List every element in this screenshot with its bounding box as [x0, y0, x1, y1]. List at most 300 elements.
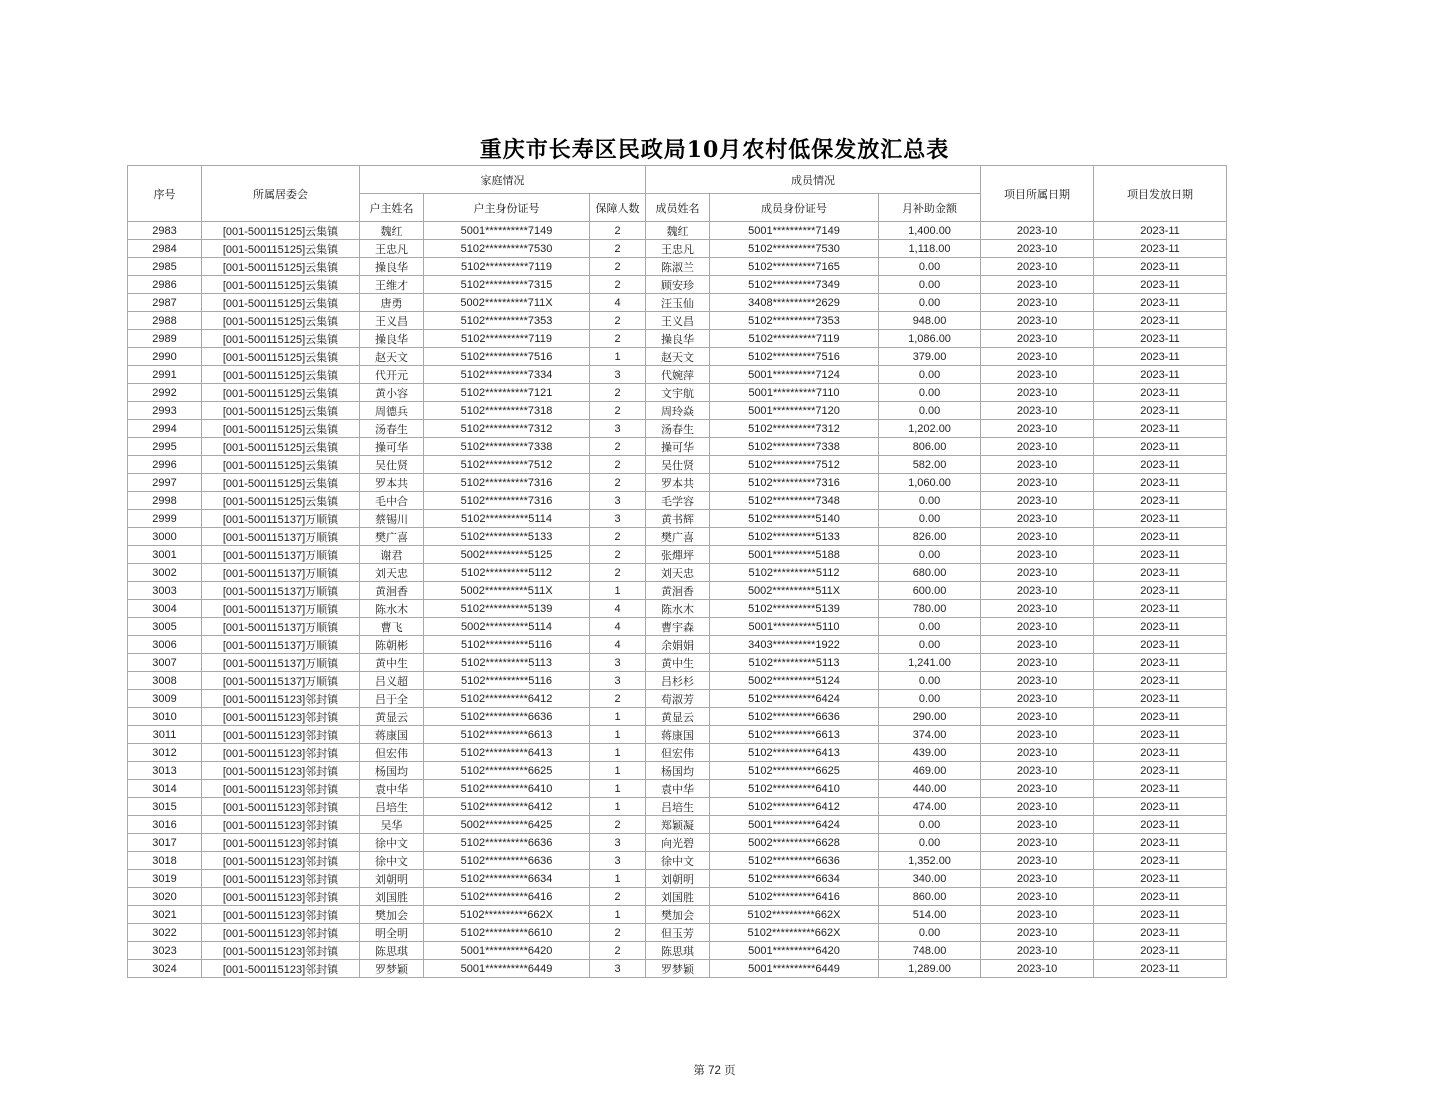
head-id-cell: 5102**********6613: [424, 726, 590, 744]
head-name-cell: 樊广喜: [360, 528, 424, 546]
member-name-cell: 黄中生: [646, 654, 710, 672]
member-name-cell: 刘国胜: [646, 888, 710, 906]
member-name-cell: 吕杉杉: [646, 672, 710, 690]
subsidy-amount-cell: 469.00: [879, 762, 981, 780]
serial-cell: 3019: [128, 870, 202, 888]
insured-count-cell: 1: [590, 582, 646, 600]
table-row: [128, 402, 1227, 420]
member-name-cell: 曹宇森: [646, 618, 710, 636]
insured-count-cell: 3: [590, 366, 646, 384]
head-id-cell: 5001**********7149: [424, 222, 590, 240]
serial-cell: 3014: [128, 780, 202, 798]
head-name-cell: 刘朝明: [360, 870, 424, 888]
serial-cell: 3024: [128, 960, 202, 978]
head-id-cell: 5102**********7530: [424, 240, 590, 258]
member-name-cell: 罗本共: [646, 474, 710, 492]
member-name-cell: 徐中文: [646, 852, 710, 870]
member-id-cell: 5102**********5139: [710, 600, 879, 618]
subsidy-amount-cell: 439.00: [879, 744, 981, 762]
subsidy-amount-cell: 0.00: [879, 834, 981, 852]
member-name-cell: 文宇航: [646, 384, 710, 402]
head-id-cell: 5102**********7338: [424, 438, 590, 456]
subsidy-amount-cell: 1,289.00: [879, 960, 981, 978]
subsidy-amount-cell: 0.00: [879, 510, 981, 528]
committee-cell: [001-500115125]云集镇: [202, 420, 360, 438]
member-id-cell: 5102**********7165: [710, 258, 879, 276]
serial-cell: 3001: [128, 546, 202, 564]
table-row: [128, 888, 1227, 906]
member-id-cell: 5102**********7530: [710, 240, 879, 258]
project-month-cell: 2023-10: [981, 348, 1094, 366]
committee-cell: [001-500115125]云集镇: [202, 330, 360, 348]
subsidy-amount-cell: 826.00: [879, 528, 981, 546]
head-name-cell: 黄小容: [360, 384, 424, 402]
head-name-cell: 杨国均: [360, 762, 424, 780]
insured-count-cell: 2: [590, 546, 646, 564]
issue-month-cell: 2023-11: [1094, 492, 1227, 510]
subsidy-amount-cell: 0.00: [879, 636, 981, 654]
committee-cell: [001-500115137]万顺镇: [202, 636, 360, 654]
committee-cell: [001-500115123]邻封镇: [202, 726, 360, 744]
head-id-cell: 5001**********6449: [424, 960, 590, 978]
member-name-cell: 王义昌: [646, 312, 710, 330]
member-name-cell: 操可华: [646, 438, 710, 456]
project-month-cell: 2023-10: [981, 816, 1094, 834]
member-id-cell: 5102**********7119: [710, 330, 879, 348]
head-name-cell: 蒋康国: [360, 726, 424, 744]
serial-cell: 3023: [128, 942, 202, 960]
table-row: [128, 456, 1227, 474]
member-name-cell: 陈水木: [646, 600, 710, 618]
insured-count-cell: 2: [590, 312, 646, 330]
project-month-cell: 2023-10: [981, 402, 1094, 420]
committee-cell: [001-500115123]邻封镇: [202, 924, 360, 942]
head-name-cell: 樊加会: [360, 906, 424, 924]
subsidy-amount-cell: 0.00: [879, 816, 981, 834]
member-id-cell: 5002**********511X: [710, 582, 879, 600]
committee-cell: [001-500115137]万顺镇: [202, 654, 360, 672]
subsidy-amount-cell: 582.00: [879, 456, 981, 474]
project-month-cell: 2023-10: [981, 870, 1094, 888]
serial-cell: 3016: [128, 816, 202, 834]
member-id-cell: 5102**********7338: [710, 438, 879, 456]
project-month-cell: 2023-10: [981, 528, 1094, 546]
member-id-cell: 5102**********6410: [710, 780, 879, 798]
serial-cell: 2996: [128, 456, 202, 474]
subsidy-amount-cell: 1,400.00: [879, 222, 981, 240]
member-name-cell: 樊广喜: [646, 528, 710, 546]
committee-cell: [001-500115123]邻封镇: [202, 960, 360, 978]
head-id-cell: 5102**********5113: [424, 654, 590, 672]
member-id-cell: 5102**********5133: [710, 528, 879, 546]
insured-count-cell: 2: [590, 690, 646, 708]
member-id-cell: 5102**********6416: [710, 888, 879, 906]
member-name-cell: 赵天文: [646, 348, 710, 366]
serial-cell: 2991: [128, 366, 202, 384]
head-id-cell: 5102**********6412: [424, 690, 590, 708]
project-month-cell: 2023-10: [981, 906, 1094, 924]
member-name-cell: 黄书辉: [646, 510, 710, 528]
head-id-cell: 5002**********711X: [424, 294, 590, 312]
subsidy-amount-cell: 0.00: [879, 546, 981, 564]
issue-month-cell: 2023-11: [1094, 546, 1227, 564]
insured-count-cell: 3: [590, 654, 646, 672]
member-name-cell: 吕培生: [646, 798, 710, 816]
serial-cell: 3005: [128, 618, 202, 636]
member-id-cell: 5001**********7124: [710, 366, 879, 384]
committee-cell: [001-500115125]云集镇: [202, 348, 360, 366]
insured-count-cell: 1: [590, 744, 646, 762]
table-row: [128, 960, 1227, 978]
serial-cell: 2994: [128, 420, 202, 438]
serial-cell: 2998: [128, 492, 202, 510]
table-row: [128, 852, 1227, 870]
head-name-cell: 代开元: [360, 366, 424, 384]
head-name-cell: 陈水木: [360, 600, 424, 618]
table-row: [128, 654, 1227, 672]
table-row: [128, 366, 1227, 384]
committee-cell: [001-500115123]邻封镇: [202, 708, 360, 726]
insured-count-cell: 2: [590, 474, 646, 492]
head-id-cell: 5102**********5112: [424, 564, 590, 582]
serial-cell: 2997: [128, 474, 202, 492]
insured-count-cell: 4: [590, 294, 646, 312]
project-month-cell: 2023-10: [981, 600, 1094, 618]
member-id-cell: 5001**********5188: [710, 546, 879, 564]
page-title: 重庆市长寿区民政局10月农村低保发放汇总表: [479, 137, 950, 163]
serial-cell: 2990: [128, 348, 202, 366]
project-month-cell: 2023-10: [981, 744, 1094, 762]
insured-count-cell: 2: [590, 402, 646, 420]
member-id-cell: 5102**********7312: [710, 420, 879, 438]
committee-cell: [001-500115137]万顺镇: [202, 672, 360, 690]
committee-cell: [001-500115125]云集镇: [202, 294, 360, 312]
project-month-cell: 2023-10: [981, 294, 1094, 312]
head-name-cell: 刘国胜: [360, 888, 424, 906]
serial-cell: 2987: [128, 294, 202, 312]
project-month-cell: 2023-10: [981, 438, 1094, 456]
project-month-cell: 2023-10: [981, 708, 1094, 726]
subsidy-amount-cell: 0.00: [879, 366, 981, 384]
member-id-cell: 5102**********6424: [710, 690, 879, 708]
subsidy-amount-cell: 379.00: [879, 348, 981, 366]
project-month-cell: 2023-10: [981, 690, 1094, 708]
committee-cell: [001-500115125]云集镇: [202, 474, 360, 492]
header-committee: 所属居委会: [202, 166, 360, 222]
member-name-cell: 毛学容: [646, 492, 710, 510]
table-row: [128, 690, 1227, 708]
serial-cell: 3017: [128, 834, 202, 852]
table-header: [128, 166, 1227, 222]
header-head-id: 户主身份证号: [424, 194, 590, 222]
serial-cell: 3011: [128, 726, 202, 744]
subsidy-amount-cell: 1,241.00: [879, 654, 981, 672]
issue-month-cell: 2023-11: [1094, 258, 1227, 276]
issue-month-cell: 2023-11: [1094, 420, 1227, 438]
head-name-cell: 汤春生: [360, 420, 424, 438]
member-id-cell: 5001**********5110: [710, 618, 879, 636]
issue-month-cell: 2023-11: [1094, 654, 1227, 672]
insured-count-cell: 1: [590, 348, 646, 366]
head-id-cell: 5102**********6636: [424, 852, 590, 870]
insured-count-cell: 1: [590, 906, 646, 924]
insured-count-cell: 3: [590, 492, 646, 510]
committee-cell: [001-500115125]云集镇: [202, 384, 360, 402]
head-name-cell: 黄洄香: [360, 582, 424, 600]
head-name-cell: 操可华: [360, 438, 424, 456]
issue-month-cell: 2023-11: [1094, 888, 1227, 906]
member-id-cell: 5102**********7349: [710, 276, 879, 294]
head-id-cell: 5102**********6412: [424, 798, 590, 816]
member-id-cell: 5102**********7353: [710, 312, 879, 330]
member-id-cell: 5102**********5112: [710, 564, 879, 582]
project-month-cell: 2023-10: [981, 960, 1094, 978]
issue-month-cell: 2023-11: [1094, 870, 1227, 888]
committee-cell: [001-500115125]云集镇: [202, 222, 360, 240]
table-row: [128, 330, 1227, 348]
subsidy-amount-cell: 806.00: [879, 438, 981, 456]
table-row: [128, 726, 1227, 744]
table-row: [128, 276, 1227, 294]
project-month-cell: 2023-10: [981, 492, 1094, 510]
member-id-cell: 5102**********6634: [710, 870, 879, 888]
member-id-cell: 5102**********6636: [710, 708, 879, 726]
member-id-cell: 3408**********2629: [710, 294, 879, 312]
table-row: [128, 582, 1227, 600]
member-name-cell: 黄洄香: [646, 582, 710, 600]
issue-month-cell: 2023-11: [1094, 384, 1227, 402]
table-row: [128, 510, 1227, 528]
serial-cell: 2988: [128, 312, 202, 330]
project-month-cell: 2023-10: [981, 474, 1094, 492]
head-name-cell: 吴华: [360, 816, 424, 834]
insured-count-cell: 2: [590, 564, 646, 582]
subsidy-amount-cell: 440.00: [879, 780, 981, 798]
serial-cell: 3006: [128, 636, 202, 654]
table-row: [128, 546, 1227, 564]
head-id-cell: 5102**********5133: [424, 528, 590, 546]
project-month-cell: 2023-10: [981, 420, 1094, 438]
insured-count-cell: 1: [590, 870, 646, 888]
serial-cell: 2989: [128, 330, 202, 348]
insured-count-cell: 3: [590, 510, 646, 528]
member-id-cell: 5001**********6420: [710, 942, 879, 960]
issue-month-cell: 2023-11: [1094, 708, 1227, 726]
issue-month-cell: 2023-11: [1094, 312, 1227, 330]
committee-cell: [001-500115123]邻封镇: [202, 834, 360, 852]
head-id-cell: 5102**********7353: [424, 312, 590, 330]
head-name-cell: 吕义超: [360, 672, 424, 690]
subsidy-amount-cell: 290.00: [879, 708, 981, 726]
insured-count-cell: 2: [590, 240, 646, 258]
head-id-cell: 5102**********5114: [424, 510, 590, 528]
serial-cell: 3013: [128, 762, 202, 780]
serial-cell: 3009: [128, 690, 202, 708]
table-row: [128, 762, 1227, 780]
member-name-cell: 汤春生: [646, 420, 710, 438]
head-id-cell: 5102**********7318: [424, 402, 590, 420]
serial-cell: 2986: [128, 276, 202, 294]
issue-month-cell: 2023-11: [1094, 852, 1227, 870]
issue-month-cell: 2023-11: [1094, 780, 1227, 798]
member-id-cell: 5001**********7120: [710, 402, 879, 420]
head-name-cell: 王维才: [360, 276, 424, 294]
table-row: [128, 222, 1227, 240]
insured-count-cell: 2: [590, 942, 646, 960]
head-id-cell: 5102**********7315: [424, 276, 590, 294]
project-month-cell: 2023-10: [981, 384, 1094, 402]
subsidy-amount-cell: 0.00: [879, 258, 981, 276]
subsidy-summary-table: [127, 165, 1227, 978]
member-id-cell: 5102**********7316: [710, 474, 879, 492]
header-head-name: 户主姓名: [360, 194, 424, 222]
member-id-cell: 5102**********5113: [710, 654, 879, 672]
issue-month-cell: 2023-11: [1094, 618, 1227, 636]
member-name-cell: 陈思琪: [646, 942, 710, 960]
serial-cell: 3015: [128, 798, 202, 816]
issue-month-cell: 2023-11: [1094, 528, 1227, 546]
subsidy-amount-cell: 0.00: [879, 384, 981, 402]
insured-count-cell: 2: [590, 816, 646, 834]
insured-count-cell: 1: [590, 780, 646, 798]
member-id-cell: 5102**********7348: [710, 492, 879, 510]
committee-cell: [001-500115123]邻封镇: [202, 744, 360, 762]
committee-cell: [001-500115137]万顺镇: [202, 510, 360, 528]
header-issue-month: 项目发放日期: [1094, 166, 1227, 222]
head-id-cell: 5102**********7334: [424, 366, 590, 384]
header-row-groups: [128, 166, 1227, 194]
head-name-cell: 操良华: [360, 258, 424, 276]
head-name-cell: 吴仕贤: [360, 456, 424, 474]
table-row: [128, 798, 1227, 816]
head-id-cell: 5102**********662X: [424, 906, 590, 924]
insured-count-cell: 4: [590, 600, 646, 618]
table-row: [128, 384, 1227, 402]
table-row: [128, 636, 1227, 654]
subsidy-amount-cell: 1,086.00: [879, 330, 981, 348]
issue-month-cell: 2023-11: [1094, 600, 1227, 618]
member-id-cell: 5001**********7110: [710, 384, 879, 402]
member-name-cell: 袁中华: [646, 780, 710, 798]
member-name-cell: 黄显云: [646, 708, 710, 726]
serial-cell: 2983: [128, 222, 202, 240]
table-row: [128, 870, 1227, 888]
subsidy-amount-cell: 1,352.00: [879, 852, 981, 870]
issue-month-cell: 2023-11: [1094, 456, 1227, 474]
subsidy-amount-cell: 780.00: [879, 600, 981, 618]
head-name-cell: 明全明: [360, 924, 424, 942]
serial-cell: 3008: [128, 672, 202, 690]
serial-cell: 2995: [128, 438, 202, 456]
insured-count-cell: 2: [590, 888, 646, 906]
issue-month-cell: 2023-11: [1094, 690, 1227, 708]
member-name-cell: 但宏伟: [646, 744, 710, 762]
subsidy-amount-cell: 0.00: [879, 924, 981, 942]
committee-cell: [001-500115123]邻封镇: [202, 816, 360, 834]
head-id-cell: 5002**********511X: [424, 582, 590, 600]
member-name-cell: 刘朝明: [646, 870, 710, 888]
table-row: [128, 312, 1227, 330]
subsidy-amount-cell: 860.00: [879, 888, 981, 906]
member-name-cell: 汪玉仙: [646, 294, 710, 312]
committee-cell: [001-500115137]万顺镇: [202, 528, 360, 546]
project-month-cell: 2023-10: [981, 798, 1094, 816]
issue-month-cell: 2023-11: [1094, 726, 1227, 744]
table-row: [128, 294, 1227, 312]
head-name-cell: 周德兵: [360, 402, 424, 420]
committee-cell: [001-500115125]云集镇: [202, 456, 360, 474]
member-id-cell: 5102**********662X: [710, 924, 879, 942]
subsidy-amount-cell: 748.00: [879, 942, 981, 960]
table-row: [128, 528, 1227, 546]
member-name-cell: 蒋康国: [646, 726, 710, 744]
issue-month-cell: 2023-11: [1094, 366, 1227, 384]
project-month-cell: 2023-10: [981, 312, 1094, 330]
member-id-cell: 5102**********6413: [710, 744, 879, 762]
project-month-cell: 2023-10: [981, 258, 1094, 276]
member-name-cell: 吴仕贤: [646, 456, 710, 474]
member-name-cell: 罗梦颖: [646, 960, 710, 978]
member-name-cell: 陈淑兰: [646, 258, 710, 276]
head-name-cell: 王忠凡: [360, 240, 424, 258]
issue-month-cell: 2023-11: [1094, 348, 1227, 366]
member-name-cell: 操良华: [646, 330, 710, 348]
member-name-cell: 代婉萍: [646, 366, 710, 384]
head-name-cell: 但宏伟: [360, 744, 424, 762]
project-month-cell: 2023-10: [981, 510, 1094, 528]
head-id-cell: 5002**********5125: [424, 546, 590, 564]
member-id-cell: 5102**********662X: [710, 906, 879, 924]
issue-month-cell: 2023-11: [1094, 564, 1227, 582]
serial-cell: 2999: [128, 510, 202, 528]
member-name-cell: 郑颖凝: [646, 816, 710, 834]
table-row: [128, 744, 1227, 762]
member-id-cell: 5102**********7512: [710, 456, 879, 474]
page-number: 第 72 页: [693, 1065, 736, 1077]
member-name-cell: 但玉芳: [646, 924, 710, 942]
subsidy-amount-cell: 0.00: [879, 672, 981, 690]
member-name-cell: 顾安珍: [646, 276, 710, 294]
header-member-id: 成员身份证号: [710, 194, 879, 222]
subsidy-amount-cell: 600.00: [879, 582, 981, 600]
project-month-cell: 2023-10: [981, 546, 1094, 564]
header-insured-count: 保障人数: [590, 194, 646, 222]
head-name-cell: 吕培生: [360, 798, 424, 816]
head-id-cell: 5102**********6413: [424, 744, 590, 762]
head-id-cell: 5001**********6420: [424, 942, 590, 960]
serial-cell: 2992: [128, 384, 202, 402]
table-row: [128, 924, 1227, 942]
subsidy-amount-cell: 340.00: [879, 870, 981, 888]
table-row: [128, 780, 1227, 798]
committee-cell: [001-500115123]邻封镇: [202, 942, 360, 960]
serial-cell: 3021: [128, 906, 202, 924]
serial-cell: 3000: [128, 528, 202, 546]
project-month-cell: 2023-10: [981, 276, 1094, 294]
table-row: [128, 834, 1227, 852]
project-month-cell: 2023-10: [981, 780, 1094, 798]
issue-month-cell: 2023-11: [1094, 582, 1227, 600]
committee-cell: [001-500115137]万顺镇: [202, 546, 360, 564]
serial-cell: 3002: [128, 564, 202, 582]
issue-month-cell: 2023-11: [1094, 960, 1227, 978]
issue-month-cell: 2023-11: [1094, 942, 1227, 960]
issue-month-cell: 2023-11: [1094, 222, 1227, 240]
insured-count-cell: 3: [590, 960, 646, 978]
table-row: [128, 942, 1227, 960]
member-id-cell: 5102**********5140: [710, 510, 879, 528]
head-id-cell: 5102**********7512: [424, 456, 590, 474]
